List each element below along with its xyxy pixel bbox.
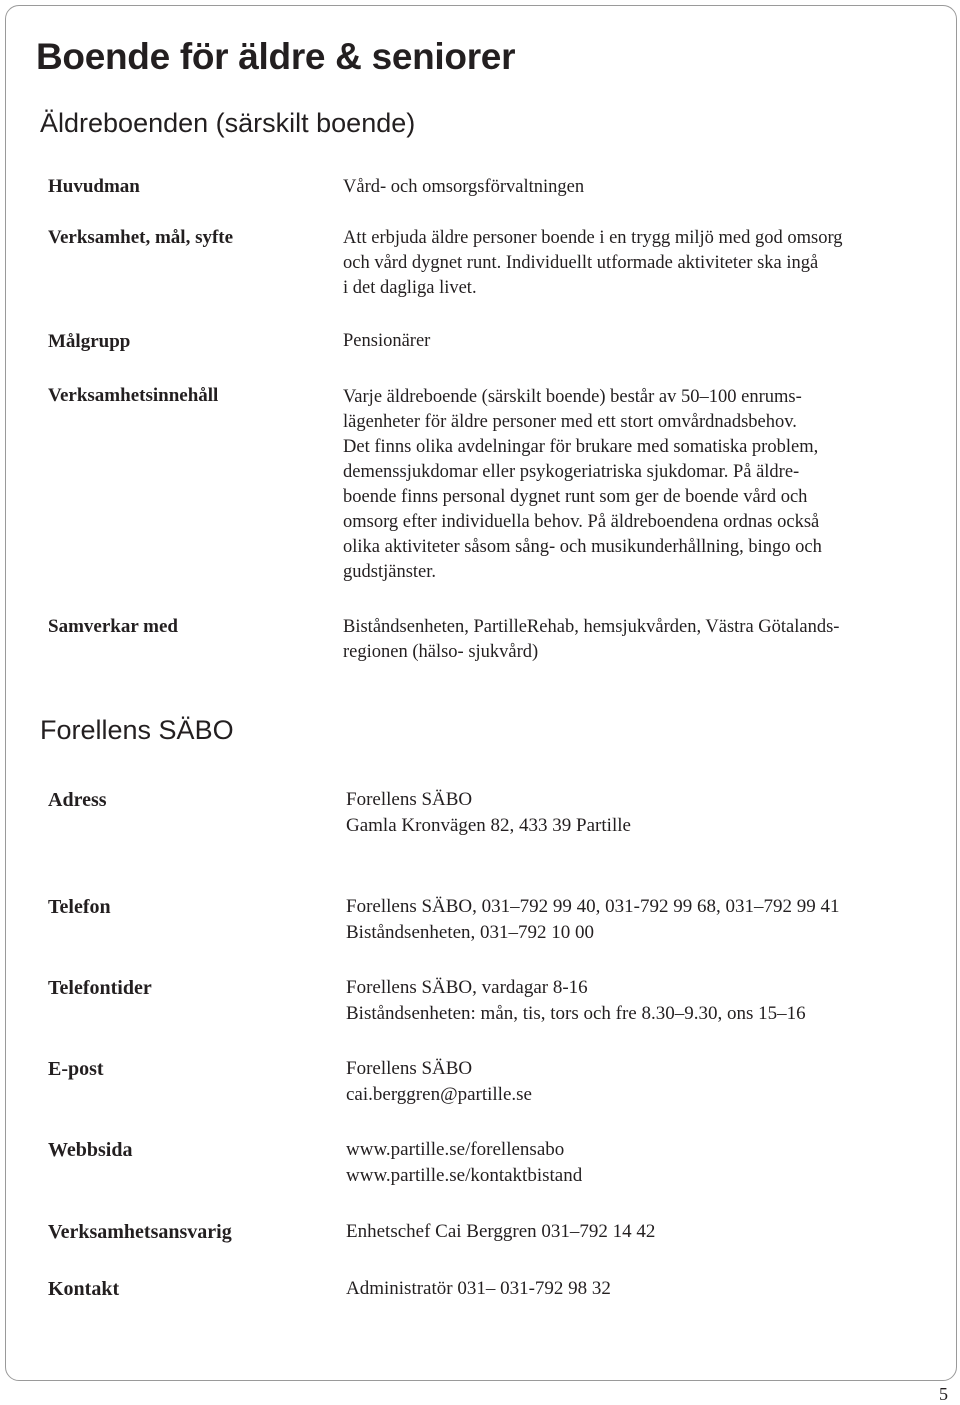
label-malgrupp: Målgrupp <box>48 331 131 352</box>
label-telefontider: Telefontider <box>48 977 152 999</box>
label-huvudman: Huvudman <box>48 176 140 197</box>
value-malgrupp: Pensionärer <box>343 331 431 351</box>
email-link[interactable]: cai.berggren@partille.se <box>346 1084 532 1105</box>
value-telefontider: Forellens SÄBO, vardagar 8-16 Biståndsenheten: mån, tis, tors och fre 8.30–9.30, ons 15–16 <box>346 977 806 1024</box>
label-telefon: Telefon <box>48 896 111 918</box>
label-kontakt: Kontakt <box>48 1278 120 1300</box>
value-webbsida <box>346 1137 926 1189</box>
value-huvudman: Vård- och omsorgsförvaltningen <box>343 177 585 197</box>
value-verksamhetsinnehall: Varje äldreboende (särskilt boende) består av 50–100 enrums- lägenheter för äldre personer med ett stort omvårdnadsbehov. Det finns olika avdelningar för brukare med somatiska problem, demenssjukdomar eller psykogeriatriska sjukdomar. På äldre- boende finns personal dygnet runt som ger de boende vård och omsorg efter individuella behov. På äldreboendena ordnas också olika aktiviteter såsom sång- och musikunderhållning, bingo och gudstjänster. <box>343 387 822 582</box>
value-epost: Forellens SÄBO cai.berggren@partille.se <box>346 1056 926 1108</box>
label-verksamhet: Verksamhet, mål, syfte <box>48 227 234 248</box>
section-heading-forellens: Forellens SÄBO <box>40 715 234 745</box>
value-samverkar: Biståndsenheten, PartilleRehab, hemsjukvården, Västra Götalands- regionen (hälso- sjukvård) <box>343 617 840 662</box>
page-number: 5 <box>939 1384 948 1404</box>
value-adress: Forellens SÄBO Gamla Kronvägen 82, 433 39 Partille <box>346 789 631 836</box>
value-kontakt: Administratör 031– 031-792 98 32 <box>346 1278 611 1299</box>
label-webbsida: Webbsida <box>48 1139 133 1161</box>
section-heading-aldreboenden: Äldreboenden (särskilt boende) <box>40 108 416 138</box>
value-telefon: Forellens SÄBO, 031–792 99 40, 031-792 99 68, 031–792 99 41 Biståndsenheten, 031–792 10 00 <box>346 896 840 943</box>
value-verksamhetsansvarig: Enhetschef Cai Berggren 031–792 14 42 <box>346 1221 656 1242</box>
web-link-kontaktbistand[interactable]: www.partille.se/kontaktbistand <box>346 1165 583 1186</box>
web-link-forellensabo[interactable]: www.partille.se/forellensabo <box>346 1139 565 1160</box>
page-title: Boende för äldre & seniorer <box>36 36 516 77</box>
label-verksamhetsansvarig: Verksamhetsansvarig <box>48 1221 232 1243</box>
label-samverkar: Samverkar med <box>48 616 178 637</box>
label-adress: Adress <box>48 789 107 811</box>
label-verksamhetsinnehall: Verksamhetsinnehåll <box>48 385 219 406</box>
value-verksamhet: Att erbjuda äldre personer boende i en trygg miljö med god omsorg och vård dygnet runt. Individuellt utformade aktiviteter ska ingå i det dagliga livet. <box>343 228 843 298</box>
label-epost: E-post <box>48 1058 104 1080</box>
